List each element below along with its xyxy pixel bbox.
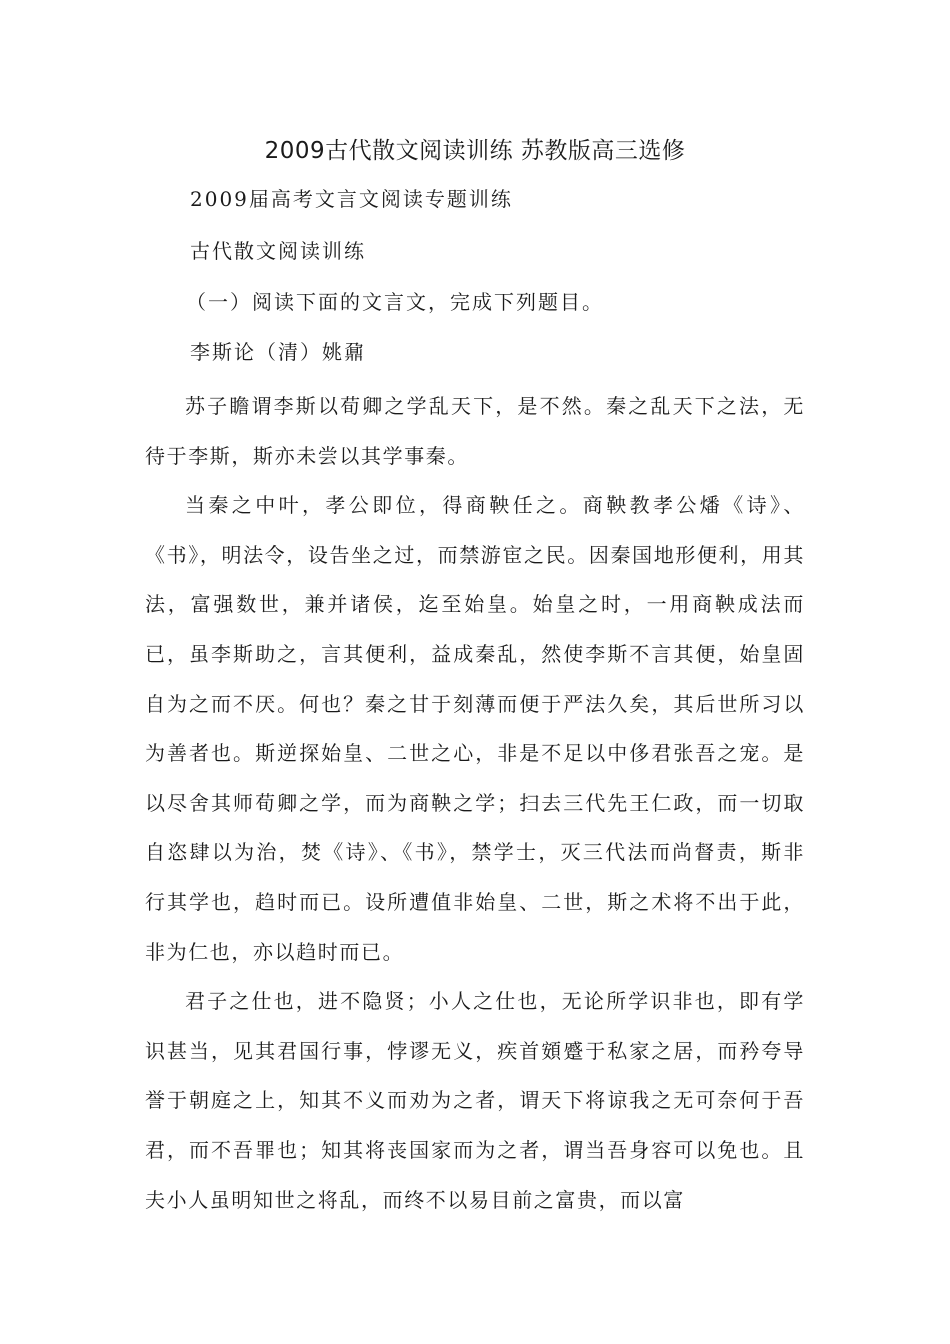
paragraph: 苏子瞻谓李斯以荀卿之学乱天下，是不然。秦之乱天下之法，无待于李斯，斯亦未尝以其学事秦。 <box>145 394 805 468</box>
question-instruction: （一）阅读下面的文言文，完成下列题目。 <box>186 290 604 314</box>
document-title: 2009古代散文阅读训练 苏教版高三选修 <box>264 138 686 164</box>
section-heading: 古代散文阅读训练 <box>190 239 366 263</box>
passage-body <box>145 382 805 1225</box>
paragraph: 君子之仕也，进不隐贤；小人之仕也，无论所学识非也，即有学识甚当，见其君国行事，悖谬无义，疾首頞蹙于私家之居，而矜夸导誉于朝庭之上，知其不义而劝为之者，谓天下将谅我之无可奈何于吾君，而不吾罪也；知其将丧国家而为之者，谓当吾身容可以免也。且夫小人虽明知世之将乱，而终不以易目前之富贵，而以富 <box>145 989 805 1212</box>
paragraph: 当秦之中叶，孝公即位，得商鞅任之。商鞅教孝公燔《诗》、《书》，明法令，设告坐之过，而禁游宦之民。因秦国地形便利，用其法，富强数世，兼并诸侯，迄至始皇。始皇之时，一用商鞅成法而已，虽李斯助之，言其便利，益成秦乱，然使李斯不言其便，始皇固自为之而不厌。何也？秦之甘于刻薄而便于严法久矣，其后世所习以为善者也。斯逆探始皇、二世之心，非是不足以中侈君张吾之宠。是以尽舍其师荀卿之学，而为商鞅之学；扫去三代先王仁政，而一切取自恣肆以为治，焚《诗》、《书》，禁学士，灭三代法而尚督责，斯非行其学也，趋时而已。设所遭值非始皇、二世，斯之术将不出于此，非为仁也，亦以趋时而已。 <box>145 493 805 964</box>
document-subtitle: 2009届高考文言文阅读专题训练 <box>190 187 513 211</box>
passage-title: 李斯论（清）姚鼐 <box>190 340 366 364</box>
